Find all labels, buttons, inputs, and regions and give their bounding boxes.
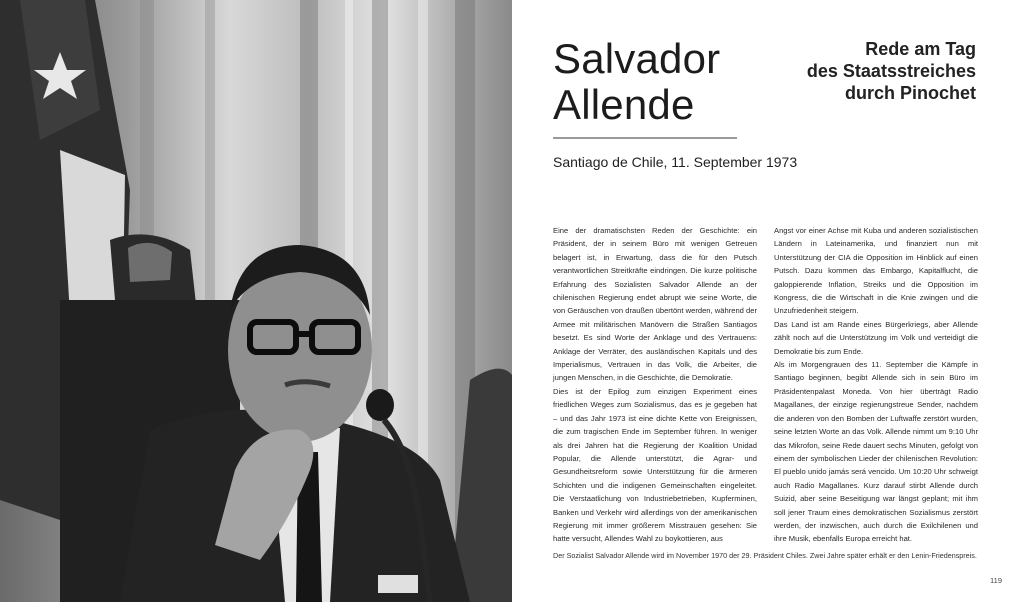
- title-line-1: Salvador: [553, 35, 721, 82]
- subtitle-line-3: durch Pinochet: [844, 83, 976, 103]
- paragraph: Dies ist der Epilog zum einzigen Experiment eines friedlichen Weges zum Sozialismus, das es je gegeben hat – und das Jahr 1973 ist eine dichte Kette von Ereignissen, die zum tragischen Ende im September führen. In weniger als drei Jahren hat die Regierung der Koalition Unidad Popular, die Allende unterstützt, die Agrar- und Gesundheitsreform sowie Unterstützung für die ärmeren Schichten und die indigenen Gemeinschaften eingeleitet. Die Verstaatlichung von Industriebetrieben, Kupferminen, Banken und Verkehr wird allerdings von der amerikanischen Regierung mit immer größerem Misstrauen gesehen: Sie hatte versucht, Allendes Wahl zu boykottieren, aus: [553, 386, 757, 544]
- text-column-left: [553, 224, 757, 546]
- subtitle-line-1: Rede am Tag: [865, 39, 976, 59]
- subtitle-line-2: des Staatsstreiches: [806, 61, 976, 81]
- paragraph: Als im Morgengrauen des 11. September die Kämpfe in Santiago beginnen, begibt Allende sich in sein Büro im Präsidentenpalast Moneda. Von hier überträgt Radio Magallanes, der einzige regierungstreue Sender, nachdem die anderen von den Bomben der Luftwaffe zerstört wurden, seine letzten Worte an das Volk. Allende nimmt um 9:10 Uhr das Mikrofon, seine Rede dauert sechs Minuten, gefolgt von einem der symbolischen Lieder der chilenischen Revolution: El pueblo unido jamás será vencido. Um 10:20 Uhr schweigt auch Radio Magallanes. Kurz darauf stirbt Allende durch Suizid, aber seine Beseitigung war längst geplant; mit ihm soll jener Traum eines demokratischen Sozialismus zerstört werden, der inzwischen, auch durch die Exilchilenen und ihre Musik, ebenfalls Europa erreicht hat.: [774, 360, 978, 544]
- photo-caption: Der Sozialist Salvador Allende wird im November 1970 der 29. Präsident Chiles. Zwei Jahre später erhält er den Lenin-Friedenspreis.: [553, 551, 977, 560]
- pocket-square: [378, 575, 418, 593]
- head: [228, 245, 372, 442]
- page-title: [553, 36, 720, 128]
- text-column-right: [774, 224, 978, 546]
- title-divider: [553, 137, 737, 139]
- paragraph: Angst vor einer Achse mit Kuba und anderen sozialistischen Ländern in Lateinamerika, und finanziert nun mit Unterstützung der CIA die Opposition im Hinblick auf einen Putsch. Dazu kommen das Embargo, Kapitalflucht, die galoppierende Inflation, Streiks und die Opposition im Kongress, die die Wirtschaft in die Knie zwingen und die Unzufriedenheit steigern.: [774, 226, 978, 316]
- page-number: 119: [990, 576, 1002, 585]
- paragraph: Das Land ist am Rande eines Bürgerkriegs, aber Allende zählt noch auf die Unterstützung im Volk und verteidigt die Demokratie bis zum Ende.: [774, 319, 978, 356]
- paragraph: Eine der dramatischsten Reden der Geschichte: ein Präsident, der in seinem Büro mit wenigen Getreuen belagert ist, in Erwartung, dass die für den Putsch verantwortlichen Streitkräfte eindringen. Die kurze politische Erfahrung des Sozialisten Salvador Allende an der chilenischen Regierung endet abrupt wie seine Worte, die von Geräuschen von draußen übertönt werden, während der Armee mit militärischen Manövern die Straßen Santiagos besetzt. Es sind Worte der Anklage und des Vertrauens: Anklage der Verräter, des ausländischen Kapitals und des Imperialismus, Vertrauen in das Volk, die Arbeiter, die jungen Menschen, in die Geschichte, die Demokratie.: [553, 226, 757, 383]
- page-subtitle: [807, 38, 976, 104]
- text-page: [512, 0, 1020, 602]
- title-line-2: Allende: [553, 81, 695, 128]
- place-date: Santiago de Chile, 11. September 1973: [553, 154, 798, 170]
